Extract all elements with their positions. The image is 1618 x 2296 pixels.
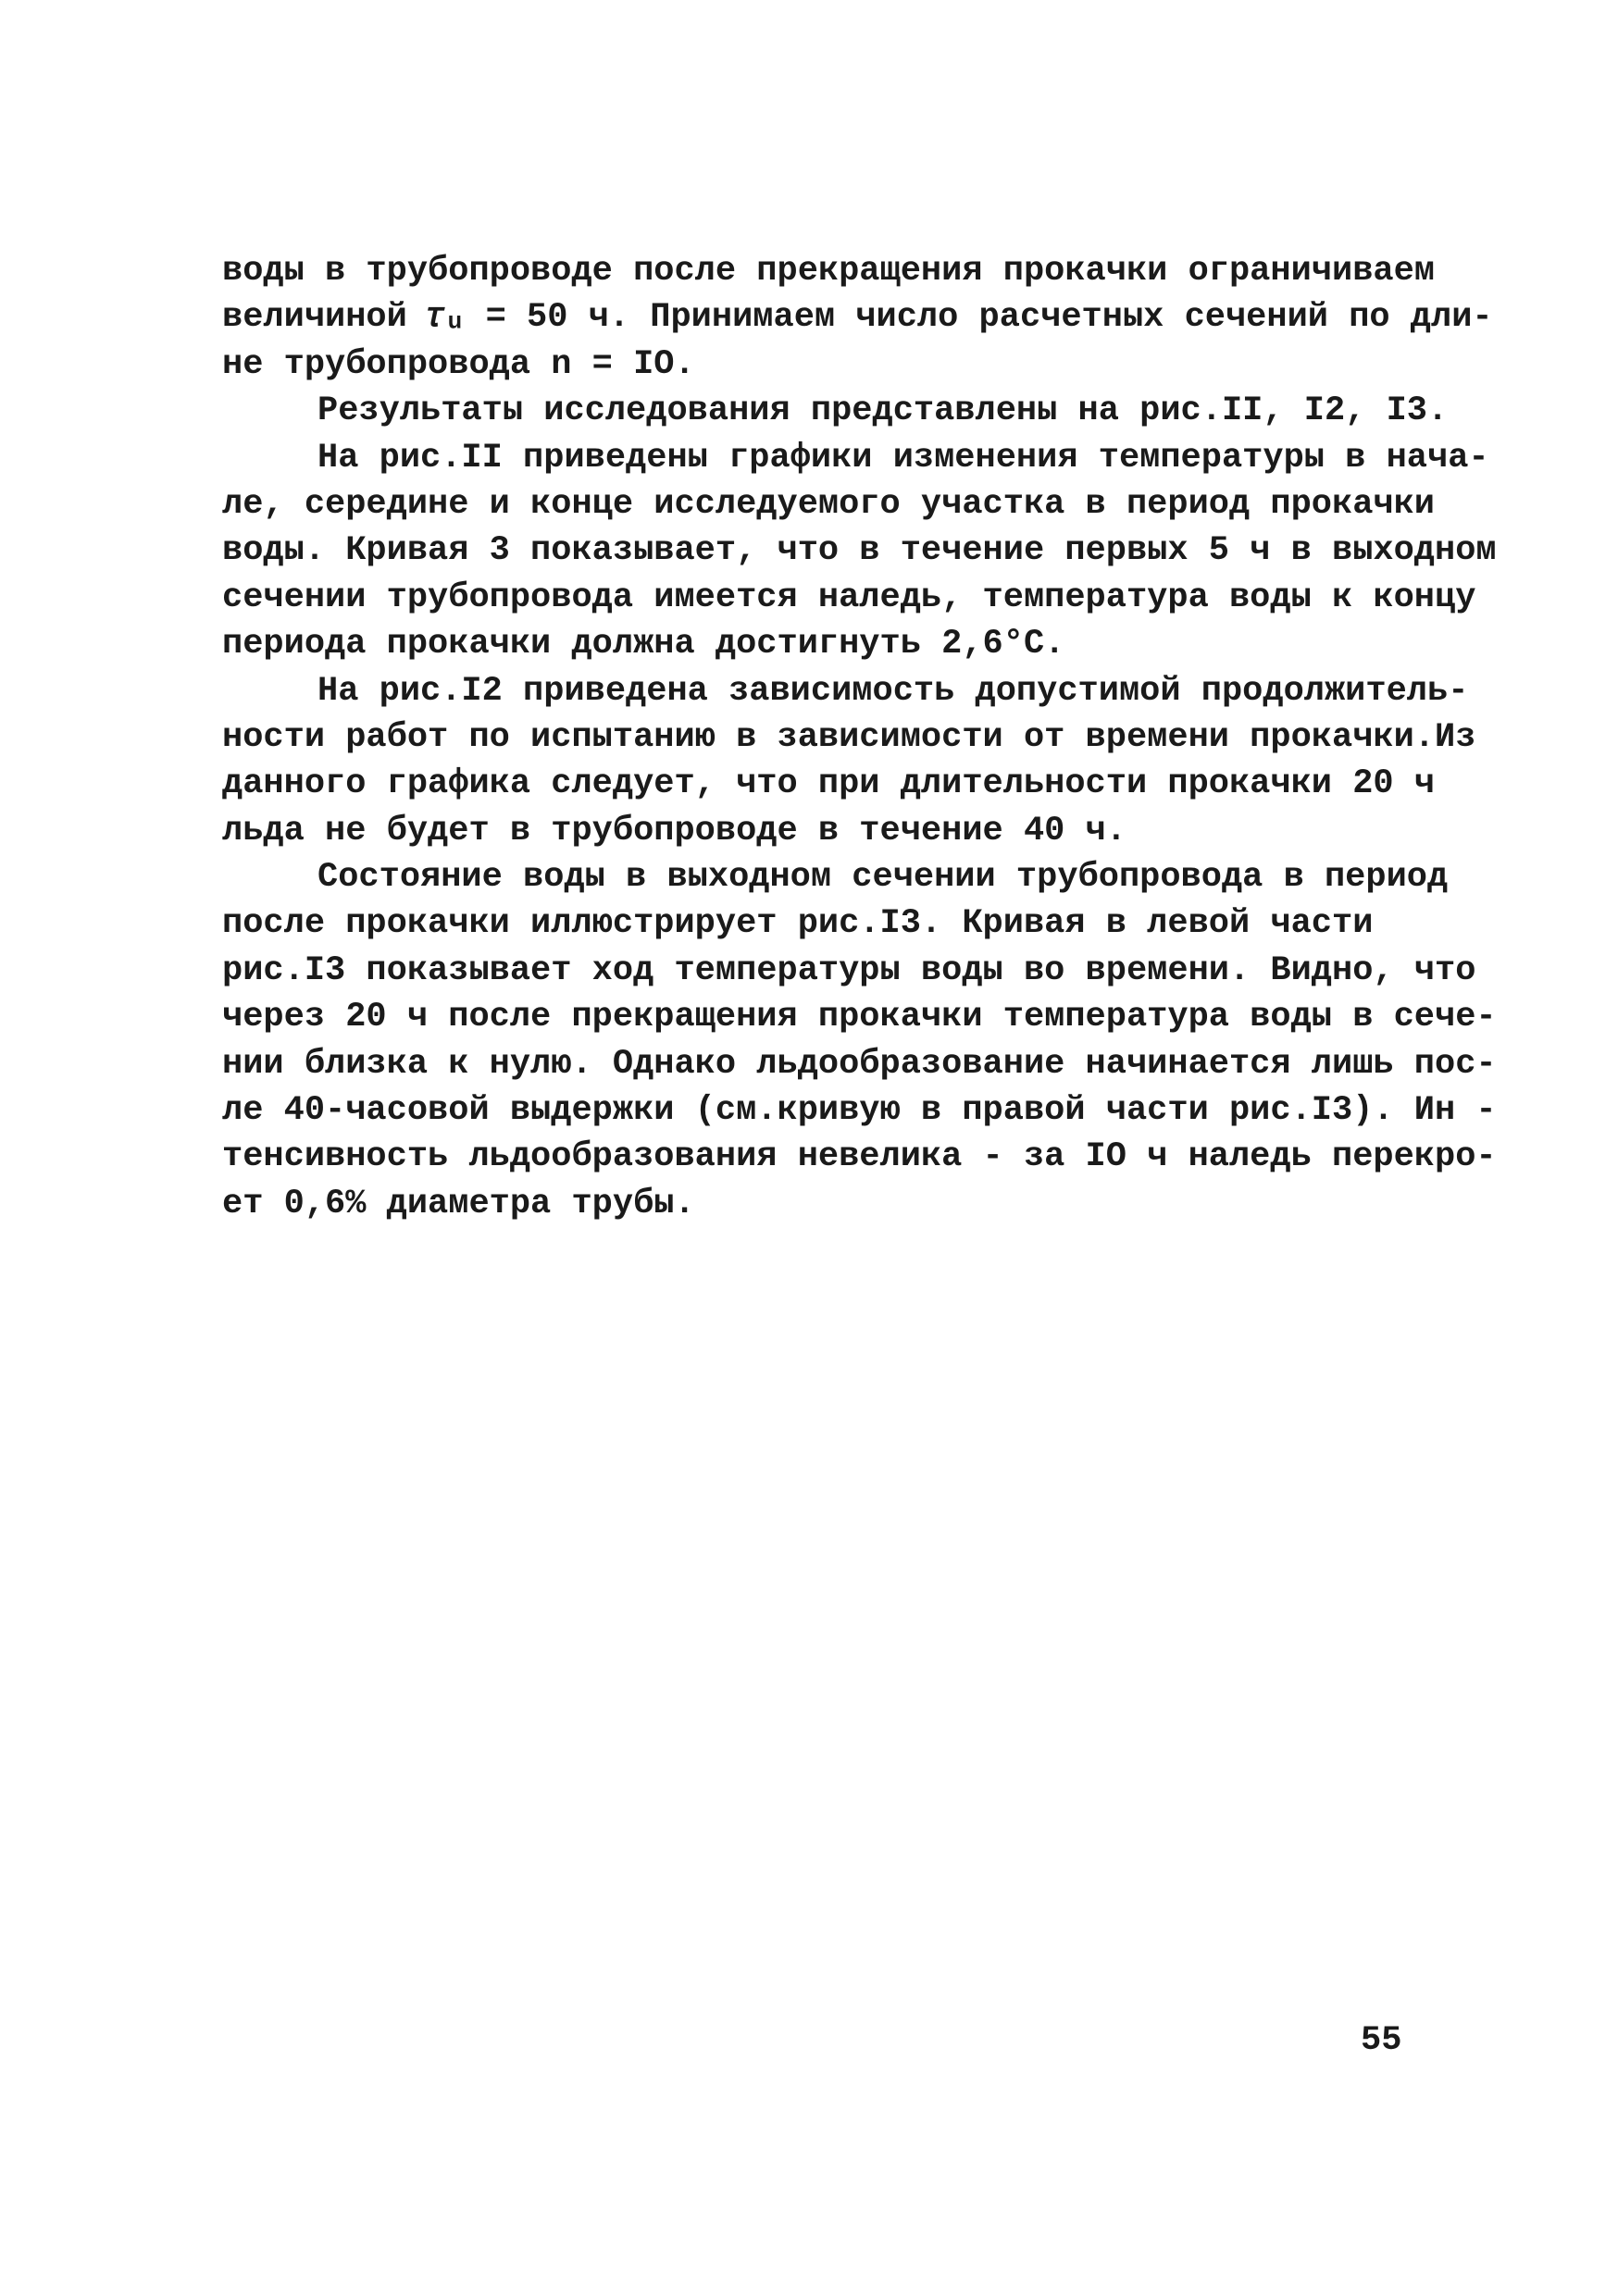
text-line: Состояние воды в выходном сечении трубопровода в период (317, 858, 1449, 898)
text-line: Результаты исследования представлены на рис.II, I2, I3. (317, 391, 1449, 431)
text-line: ле, середине и конце исследуемого участка в период прокачки (222, 484, 1436, 524)
text-line: через 20 ч после прекращения прокачки температура воды в сече- (222, 998, 1497, 1037)
text-line: льда не будет в трубопроводе в течение 40 ч. (222, 811, 1126, 850)
text-line: данного графика следует, что при длительности прокачки 20 ч (222, 764, 1436, 804)
text-line: сечении трубопровода имеется наледь, температура воды к концу (222, 577, 1476, 617)
text-line: ет 0,6% диаметра трубы. (222, 1184, 695, 1223)
text-line: ности работ по испытанию в зависимости от времени прокачки.Из (222, 717, 1476, 757)
text-line: величиной 𝜏ᵤ = 50 ч. Принимаем число расчетных сечений по дли- (222, 298, 1493, 338)
text-line: рис.I3 показывает ход температуры воды во времени. Видно, что (222, 950, 1476, 990)
text-line: нии близка к нулю. Однако льдообразование начинается лишь пос- (222, 1044, 1497, 1084)
body-text (222, 248, 1497, 1227)
text-line: после прокачки иллюстрирует рис.I3. Кривая в левой части (222, 904, 1374, 944)
text-line: На рис.II приведены графики изменения температуры в нача- (317, 438, 1489, 478)
text-line: периода прокачки должна достигнуть 2,6°С. (222, 625, 1065, 664)
text-line: На рис.I2 приведена зависимость допустимой продолжитель- (317, 671, 1469, 711)
text-line: тенсивность льдообразования невелика - за IO ч наледь перекро- (222, 1137, 1497, 1177)
text-line: воды. Кривая 3 показывает, что в течение первых 5 ч в выходном (222, 531, 1497, 571)
text-line: воды в трубопроводе после прекращения прокачки ограничиваем (222, 252, 1436, 291)
text-line: ле 40-часовой выдержки (см.кривую в правой части рис.I3). Ин - (222, 1091, 1497, 1131)
text-line: не трубопровода n = IO. (222, 344, 695, 384)
page-number: 55 (1361, 2021, 1402, 2060)
